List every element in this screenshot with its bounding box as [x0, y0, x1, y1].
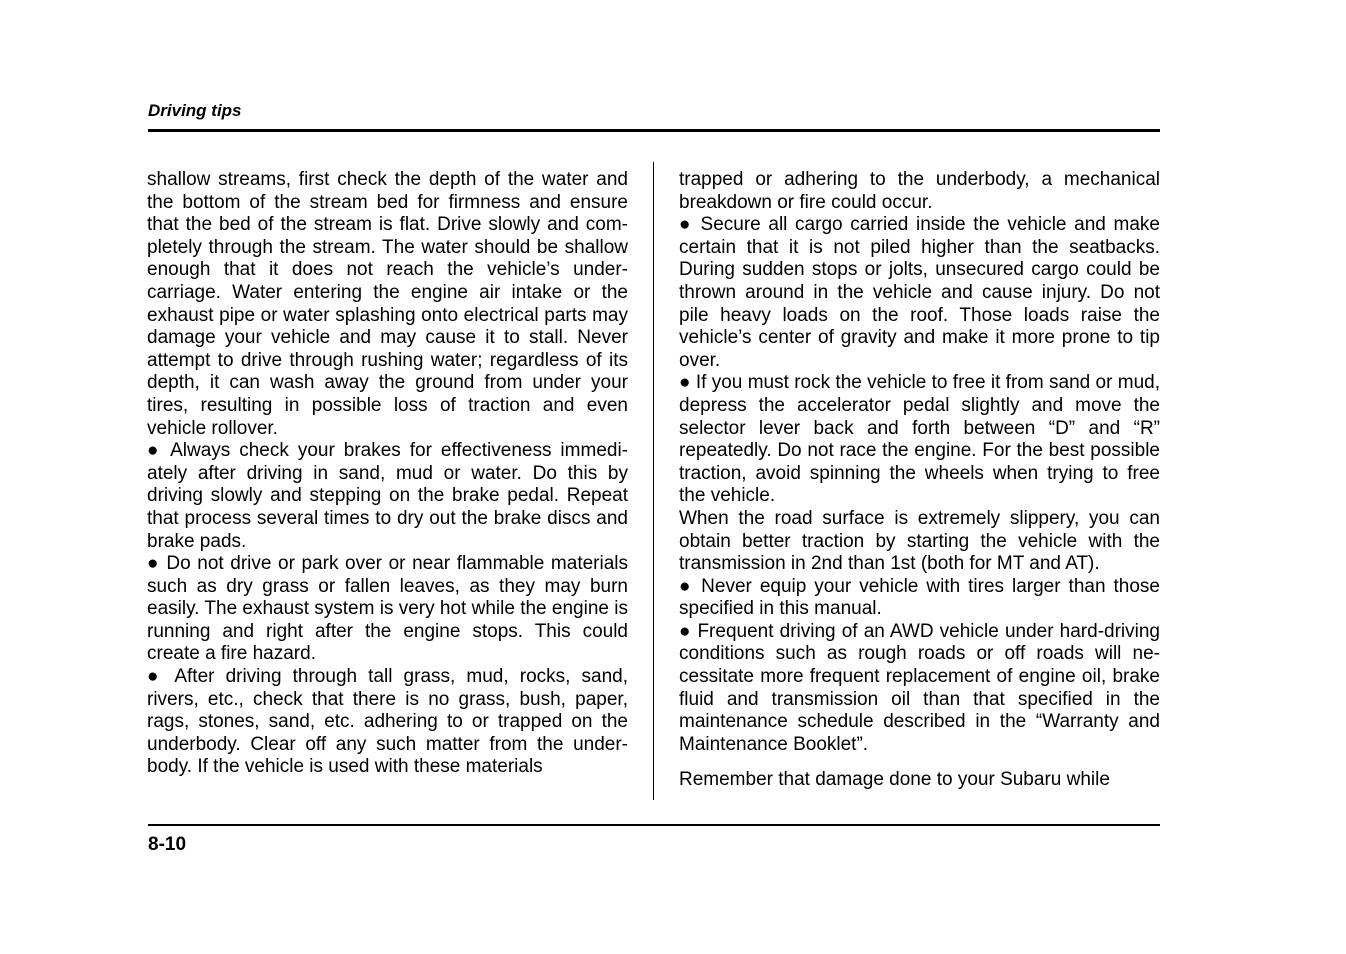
bullet-paragraph: ● Always check your brakes for effectiveness immediately after driving in sand, mud or water. Do this by driving slowly and stepping on the brake pedal. Repeat that process several times to dry out the brake discs and brake pads.	[147, 440, 628, 552]
paragraph: trapped or adhering to the underbody, a mechanical breakdown or fire could occur.	[679, 169, 1160, 213]
left-text-column	[147, 169, 628, 779]
bullet-paragraph: ● Frequent driving of an AWD vehicle under hard-driving conditions such as rough roads or off roads will necessitate more frequent replacement of engine oil, brake fluid and transmission oil than that specified in the maintenance schedule described in the “Warranty and Maintenance Booklet”.	[679, 620, 1160, 755]
footer-rule	[148, 824, 1160, 826]
running-head: Driving tips	[148, 101, 242, 120]
paragraph: Remember that damage done to your Subaru while	[679, 769, 1110, 791]
header-rule	[148, 129, 1160, 132]
page-number: 8-10	[148, 834, 187, 855]
bullet-paragraph: ● Never equip your vehicle with tires larger than those specified in this manual.	[679, 575, 1160, 620]
right-text-column	[679, 169, 1160, 792]
paragraph: shallow streams, first check the depth of the water and the bottom of the stream bed for firmness and ensure that the bed of the stream is flat. Drive slowly and completely through the stream. The water should be shallow enough that it does not reach the vehicle’s undercarriage. Water entering the engine air intake or the exhaust pipe or water splashing onto electrical parts may damage your vehicle and may cause it to stall. Never attempt to drive through rushing water; regardless of its depth, it can wash away the ground from under your tires, resulting in possible loss of traction and even vehicle rollover.	[147, 169, 628, 439]
bullet-paragraph: ● After driving through tall grass, mud, rocks, sand, rivers, etc., check that there is no grass, bush, paper, rags, stones, sand, etc. adhering to or trapped on the underbody. Clear off any such matter from the underbody. If the vehicle is used with these materials	[147, 666, 628, 778]
paragraph: When the road surface is extremely slippery, you can obtain better traction by starting the vehicle with the transmission in 2nd than 1st (both for MT and AT).	[679, 507, 1160, 575]
column-divider	[653, 162, 654, 800]
bullet-paragraph: ● Do not drive or park over or near flammable materials such as dry grass or fallen leaves, as they may burn easily. The exhaust system is very hot while the engine is running and right after the engine stops. This could create a fire hazard.	[147, 553, 628, 665]
bullet-paragraph: ● If you must rock the vehicle to free it from sand or mud, depress the accelerator pedal slightly and move the selector lever back and forth between “D” and “R” repeatedly. Do not race the engine. For the best possible traction, avoid spinning the wheels when trying to free the vehicle.	[679, 372, 1160, 507]
bullet-paragraph: ● Secure all cargo carried inside the vehicle and make certain that it is not piled higher than the seatbacks. During sudden stops or jolts, unsecured cargo could be thrown around in the vehicle and cause injury. Do not pile heavy loads on the roof. Those loads raise the vehicle’s center of gravity and make it more prone to tip over.	[679, 214, 1160, 371]
